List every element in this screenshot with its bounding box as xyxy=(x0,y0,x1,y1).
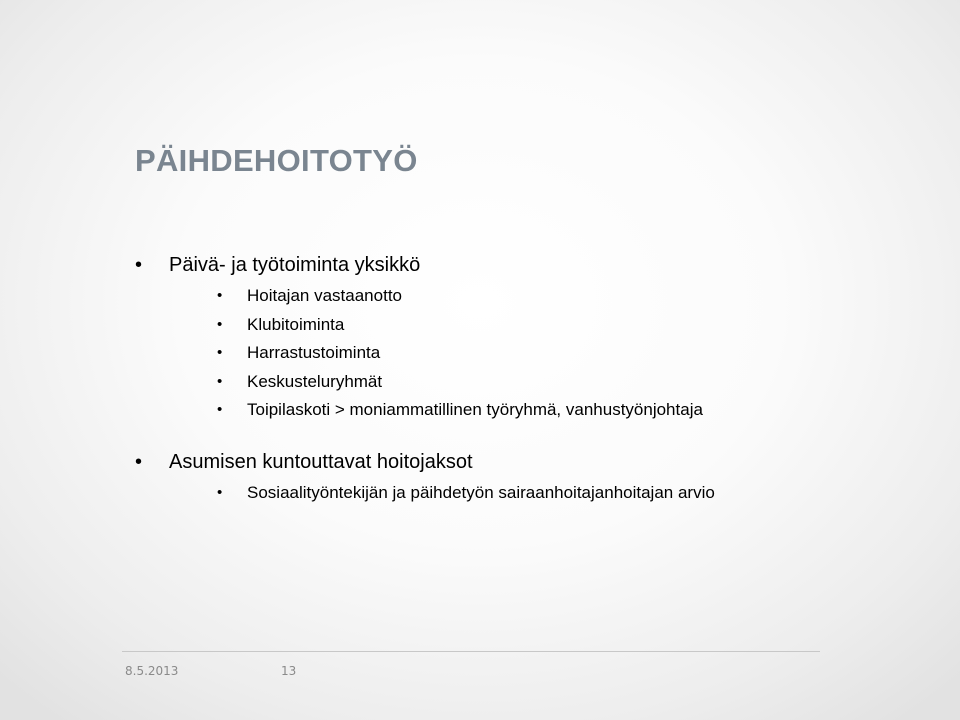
slide-content xyxy=(133,253,893,507)
list-item xyxy=(169,479,893,508)
list-item xyxy=(169,311,893,340)
sub-bullet-list xyxy=(169,282,893,425)
list-item-text: Toipilaskoti > moniammatillinen työryhmä, vanhustyönjohtaja xyxy=(247,400,703,419)
section-heading: • Asumisen kuntouttavat hoitojaksot xyxy=(169,450,473,473)
list-item xyxy=(169,339,893,368)
sub-bullet-list xyxy=(169,479,893,508)
list-item xyxy=(169,368,893,397)
list-item xyxy=(169,282,893,311)
footer-divider xyxy=(122,651,820,652)
bullet-list xyxy=(133,253,893,507)
list-item-text: Hoitajan vastaanotto xyxy=(247,286,402,305)
list-item-text: Sosiaalityöntekijän ja päihdetyön sairaanhoitajanhoitajan arvio xyxy=(247,482,715,502)
list-item-text: Keskusteluryhmät xyxy=(247,371,383,391)
footer-date: 8.5.2013 xyxy=(125,664,179,678)
list-item-text: Klubitoiminta xyxy=(247,314,345,334)
section-heading: • Päivä- ja työtoiminta yksikkö xyxy=(169,254,421,276)
list-item-text: Harrastustoiminta xyxy=(247,343,381,362)
slide-title: PÄIHDEHOITOTYÖ xyxy=(135,143,418,178)
page-number: 13 xyxy=(281,664,297,678)
section-paiva-tyotoiminta xyxy=(133,253,893,425)
section-asumisen-hoitojaksot xyxy=(133,450,893,508)
list-item xyxy=(169,396,893,425)
